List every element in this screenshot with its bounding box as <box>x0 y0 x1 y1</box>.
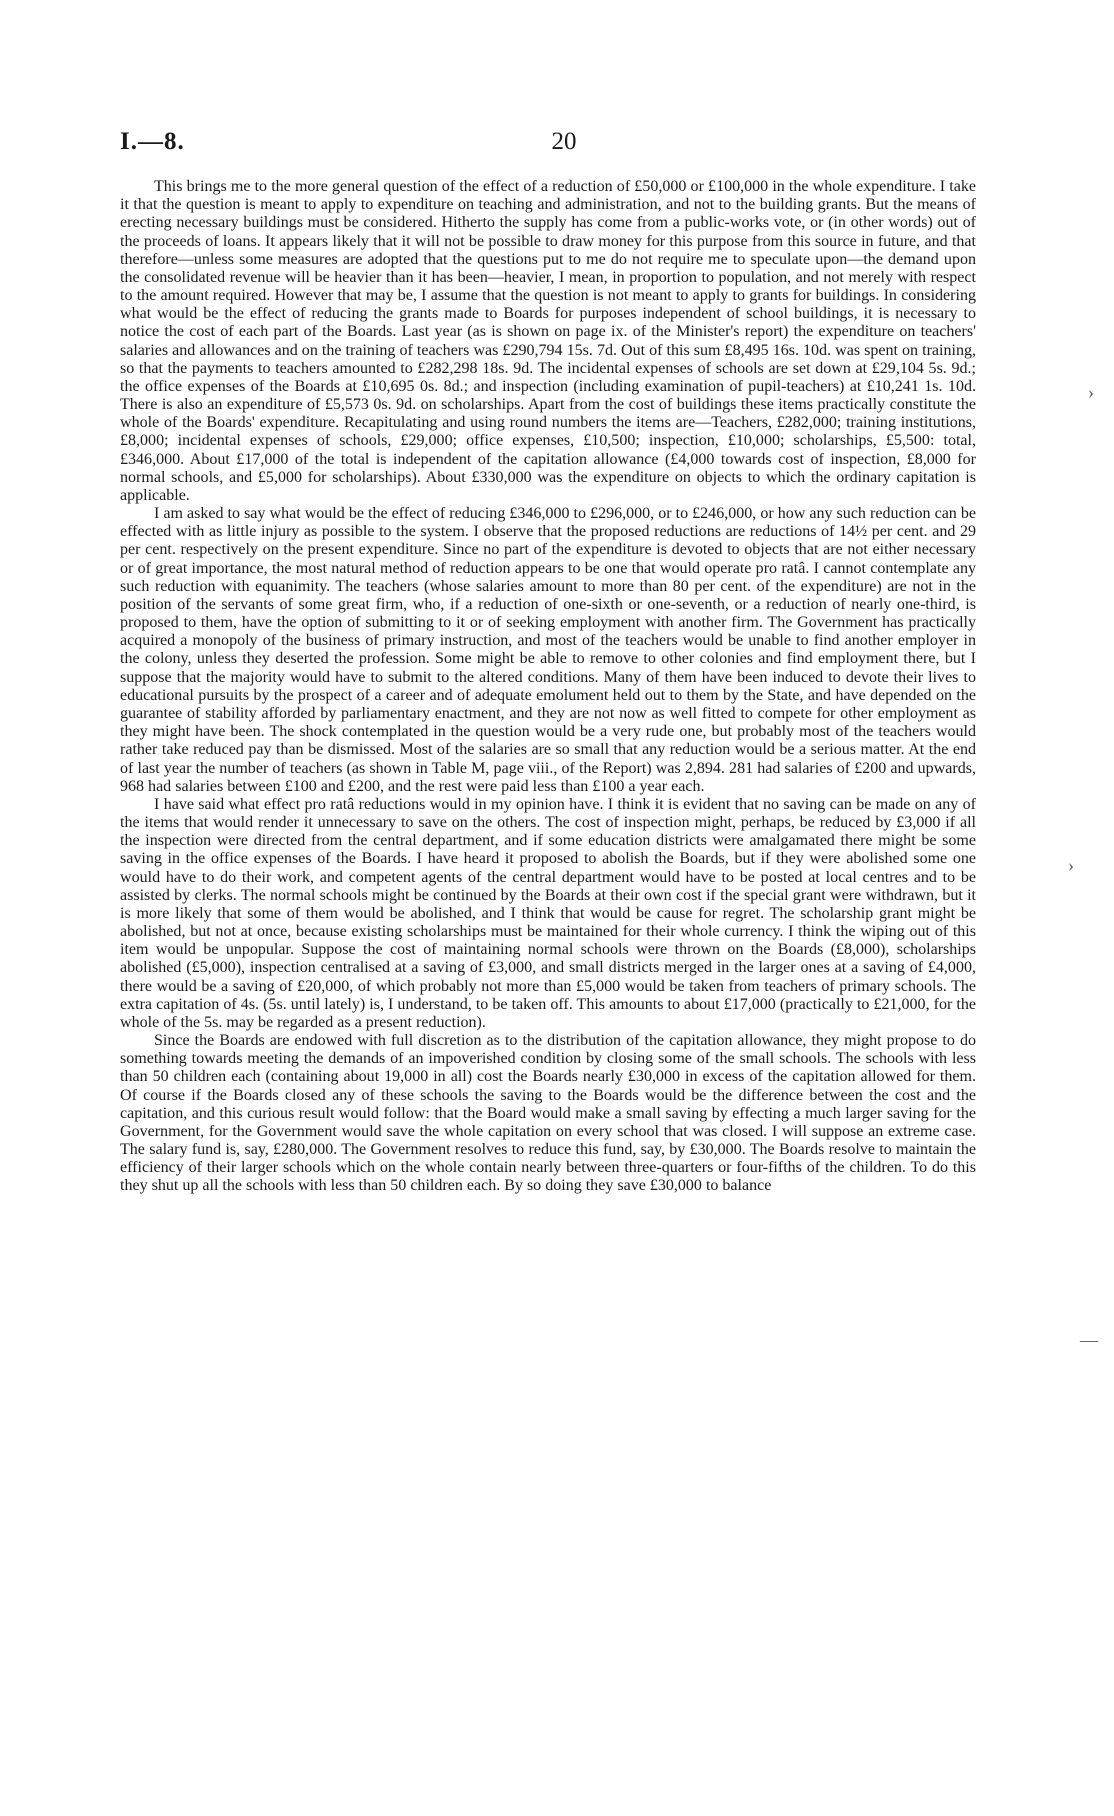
page-header <box>120 128 976 164</box>
paragraph-4: Since the Boards are endowed with full discretion as to the distribution of the capitation allowance, they might propose to do something towards meeting the demands of an impoverished condition by closing some of the small schools. The schools with less than 50 children each (containing about 19,000 in all) cost the Boards nearly £30,000 in excess of the capitation allowed for them. Of course if the Boards closed any of these schools the saving to the Boards would be the difference between the cost and the capitation, and this curious result would follow: that the Board would make a small saving by effecting a much larger saving for the Government, for the Government would save the whole capitation on every school that was closed. I will suppose an extreme case. The salary fund is, say, £280,000. The Government resolves to reduce this fund, say, by £30,000. The Boards resolve to maintain the efficiency of their larger schools which on the whole contain nearly between three-quarters or four-fifths of the children. To do this they shut up all the schools with less than 50 children each. By so doing they save £30,000 to balance <box>120 1032 976 1195</box>
paragraph-3: I have said what effect pro ratâ reductions would in my opinion have. I think it is evident that no saving can be made on any of the items that would render it unnecessary to save on the others. The cost of inspection might, perhaps, be reduced by £3,000 if all the inspection were directed from the central department, and if some education districts were amalgamated there might be some saving in the office expenses of the Boards. I have heard it proposed to abolish the Boards, but if they were abolished some one would have to do their work, and competent agents of the central department would have to be posted at local centres and to be assisted by clerks. The normal schools might be continued by the Boards at their own cost if the special grant were withdrawn, but it is more likely that some of them would be abolished, and I think that would be cause for regret. The scholarship grant might be abolished, but not at once, because existing scholarships must be maintained for their whole currency. I think the wiping out of this item would be unpopular. Suppose the cost of maintaining normal schools were thrown on the Boards (£8,000), scholarships abolished (£5,000), inspection centralised at a saving of £3,000, and small districts merged in the larger ones at a saving of £4,000, there would be a saving of £20,000, of which probably not more than £5,000 would be taken from teachers of primary schools. The extra capitation of 4s. (5s. until lately) is, I understand, to be taken off. This amounts to about £17,000 (practically to £21,000, for the whole of the 5s. may be regarded as a present reduction). <box>120 795 976 1031</box>
page-number: 20 <box>551 128 577 155</box>
paragraph-2: I am asked to say what would be the effect of reducing £346,000 to £296,000, or to £246,000, or how any such reduction can be effected with as little injury as possible to the system. I observe that the proposed reductions are reductions of 14½ per cent. and 29 per cent. respectively on the present expenditure. Since no part of the expenditure is devoted to objects that are not either necessary or of great importance, the most natural method of reduction appears to be one that would operate pro ratâ. I cannot contemplate any such reduction with equanimity. The teachers (whose salaries amount to more than 80 per cent. of the expenditure) are not in the position of the servants of some great firm, who, if a reduction of one-sixth or one-seventh, or a reduction of nearly one-third, is proposed to them, have the option of submitting to it or of seeking employment with another firm. The Government has practically acquired a monopoly of the business of primary instruction, and most of the teachers would be unable to find another employer in the colony, unless they deserted the profession. Some might be able to remove to other colonies and find employment there, but I suppose that the majority would have to submit to the altered conditions. Many of them have been induced to devote their lives to educational pursuits by the prospect of a career and of adequate emolument held out to them by the State, and have depended on the guarantee of stability afforded by parliamentary enactment, and they are not now as well fitted to compete for other employment as they might have been. The shock contemplated in the question would be a very rude one, but probably most of the teachers would rather take reduced pay than be dismissed. Most of the salaries are so small that any reduction would be a serious matter. At the end of last year the number of teachers (as shown in Table M, page viii., of the Report) was 2,894. 281 had salaries of £200 and upwards, 968 had salaries between £100 and £200, and the rest were paid less than £100 a year each. <box>120 505 976 795</box>
paragraph-1: This brings me to the more general question of the effect of a reduction of £50,000 or £100,000 in the whole expenditure. I take it that the question is meant to apply to expenditure on teaching and administration, and not to the building grants. But the means of erecting necessary buildings must be considered. Hitherto the supply has come from a public-works vote, or (in other words) out of the proceeds of loans. It appears likely that it will not be possible to draw money for this purpose from this source in future, and that therefore—unless some measures are adopted that the questions put to me do not require me to speculate upon—the demand upon the consolidated revenue will be heavier than it has been—heavier, I mean, in proportion to population, and not merely with respect to the amount required. However that may be, I assume that the question is not meant to apply to grants for buildings. In considering what would be the effect of reducing the grants made to Boards for purposes independent of school buildings, it is necessary to notice the cost of each part of the Boards. Last year (as is shown on page ix. of the Minister's report) the expenditure on teachers' salaries and allowances and on the training of teachers was £290,794 15s. 7d. Out of this sum £8,495 16s. 10d. was spent on training, so that the payments to teachers amounted to £282,298 18s. 9d. The incidental expenses of schools are set down at £29,104 5s. 9d.; the office expenses of the Boards at £10,695 0s. 8d.; and inspection (including examination of pupil-teachers) at £10,241 1s. 10d. There is also an expenditure of £5,573 0s. 9d. on scholarships. Apart from the cost of buildings these items practically constitute the whole of the Boards' expenditure. Recapitulating and using round numbers the items are—Teachers, £282,000; training institutions, £8,000; incidental expenses of schools, £29,000; office expenses, £10,500; inspection, £10,000; scholarships, £5,500: total, £346,000. About £17,000 of the total is independent of the capitation allowance (£4,000 towards cost of inspection, £8,000 for normal schools, and £5,000 for scholarships). About £330,000 was the expenditure on objects to which the ordinary capitation is applicable. <box>120 178 976 504</box>
margin-mark-icon: › <box>1068 855 1074 875</box>
margin-mark-icon: — <box>1080 1330 1098 1350</box>
margin-mark-icon: › <box>1088 382 1094 402</box>
document-reference: I.—8. <box>120 128 185 155</box>
body-text <box>120 178 976 1196</box>
